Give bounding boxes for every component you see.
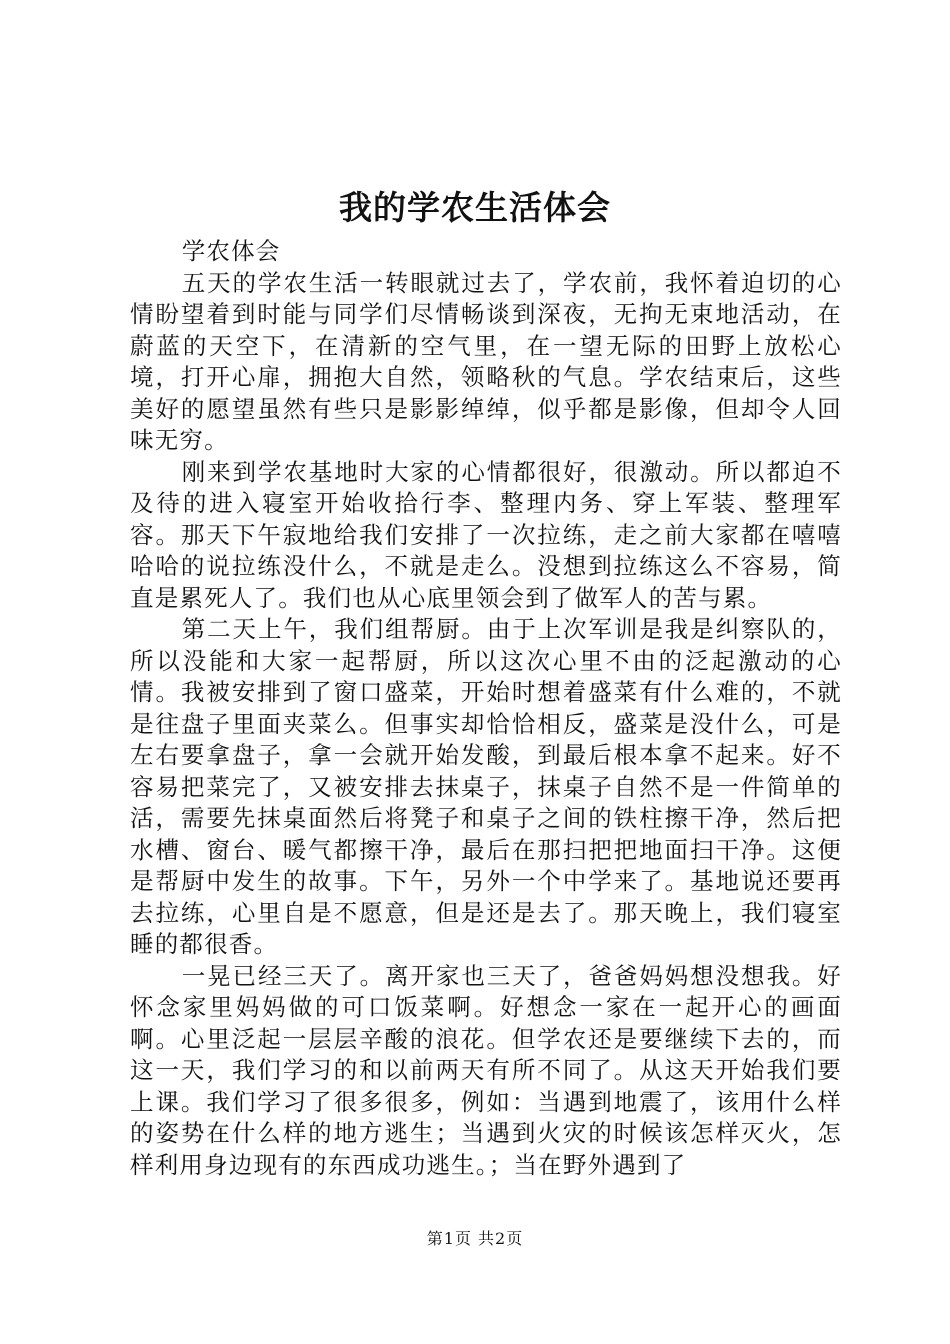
paragraph-4: 一晃已经三天了。离开家也三天了，爸爸妈妈想没想我。好怀念家里妈妈做的可口饭菜啊。好想念一家在一起开心的画面啊。心里泛起一层层辛酸的浪花。但学农还是要继续下去的，而这一天，我们学习的和以前两天有所不同了。从这天开始我们要上课。我们学习了很多很多，例如：当遇到地震了，该用什么样的姿势在什么样的地方逃生；当遇到火灾的时候该怎样灭火，怎样利用身边现有的东西成功逃生。；当在野外遇到了 xyxy=(130,961,842,1179)
page-footer: 第1页 共2页 xyxy=(426,1229,524,1248)
document-body xyxy=(130,236,842,1181)
subheading: 学农体会 xyxy=(181,237,281,265)
paragraph-3: 第二天上午，我们组帮厨。由于上次军训是我是纠察队的，所以没能和大家一起帮厨，所以这次心里不由的泛起激动的心情。我被安排到了窗口盛菜，开始时想着盛菜有什么难的，不就是往盘子里面夹菜么。但事实却恰恰相反，盛菜是没什么，可是左右要拿盘子，拿一会就开始发酸，到最后根本拿不起来。好不容易把菜完了，又被安排去抹桌子，抹桌子自然不是一件简单的活，需要先抹桌面然后将凳子和桌子之间的铁柱擦干净，然后把水槽、窗台、暖气都擦干净，最后在那扫把把地面扫干净。这便是帮厨中发生的故事。下午，另外一个中学来了。基地说还要再去拉练，心里自是不愿意，但是还是去了。那天晚上，我们寝室睡的都很香。 xyxy=(130,615,842,958)
paragraph-1: 五天的学农生活一转眼就过去了，学农前，我怀着迫切的心情盼望着到时能与同学们尽情畅谈到深夜，无拘无束地活动，在蔚蓝的天空下，在清新的空气里，在一望无际的田野上放松心境，打开心扉，拥抱大自然，领略秋的气息。学农结束后，这些美好的愿望虽然有些只是影影绰绰，似乎都是影像，但却令人回味无穷。 xyxy=(130,268,842,454)
paragraph-2: 刚来到学农基地时大家的心情都很好，很激动。所以都迫不及待的进入寝室开始收拾行李、整理内务、穿上军装、整理军容。那天下午寂地给我们安排了一次拉练，走之前大家都在嘻嘻哈哈的说拉练没什么，不就是走么。没想到拉练这么不容易，简直是累死人了。我们也从心底里领会到了做军人的苦与累。 xyxy=(130,457,842,612)
document-title: 我的学农生活体会 xyxy=(339,188,611,227)
